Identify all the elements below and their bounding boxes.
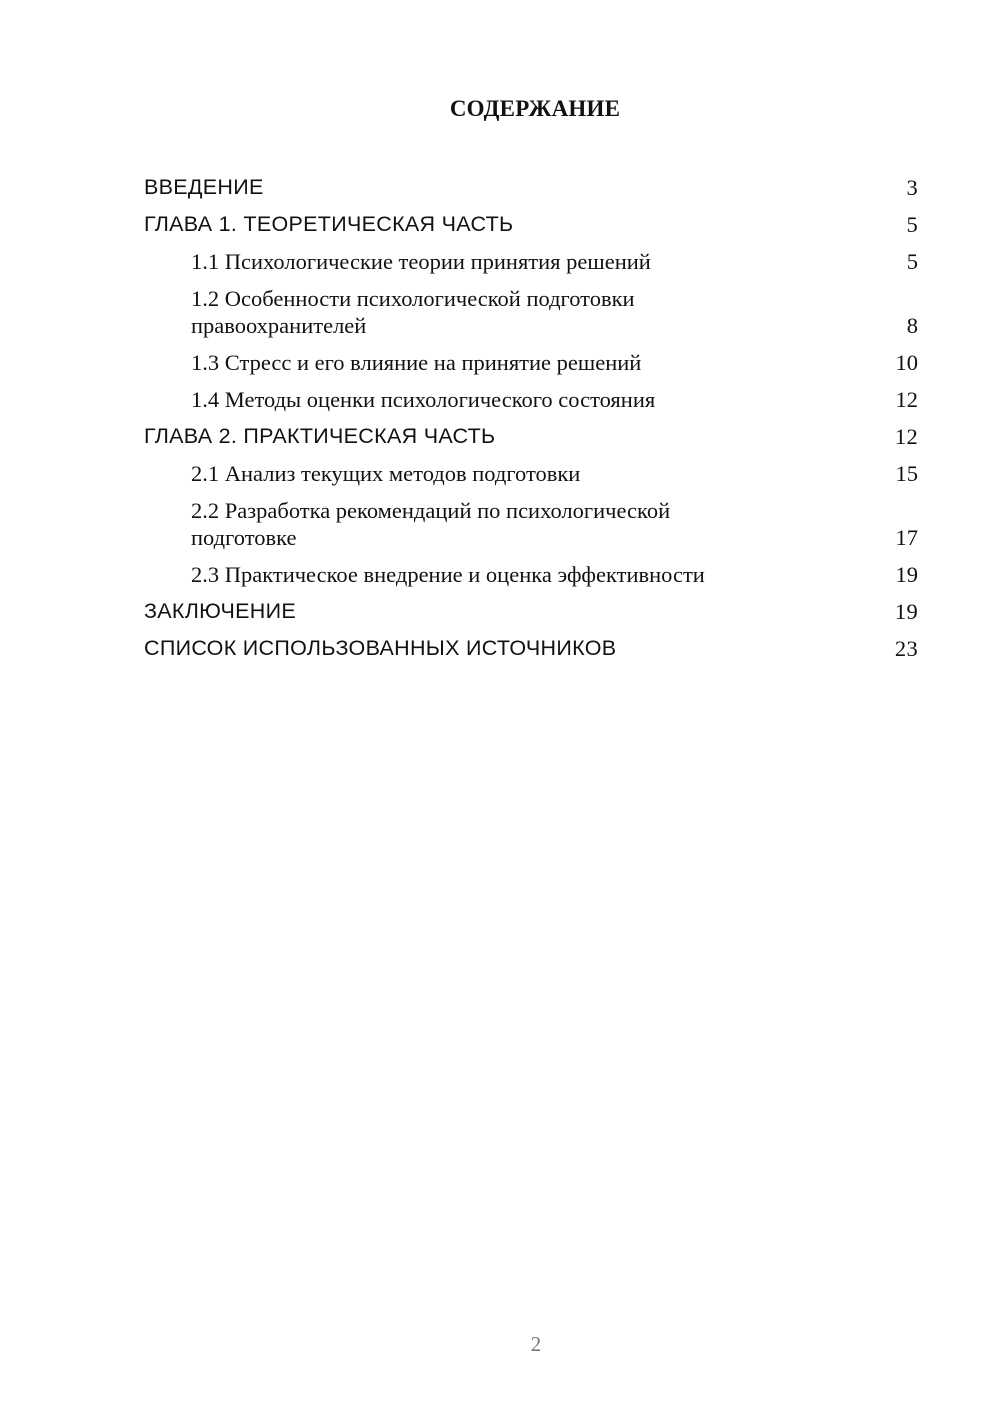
toc-entry-section-1-1 (144, 242, 918, 279)
toc-entry-text: 1.4 Методы оценки психологического состояния (191, 387, 656, 412)
toc-entry-page: 10 (895, 350, 918, 375)
table-of-contents (144, 168, 918, 666)
toc-entry-page: 19 (894, 599, 918, 624)
toc-entry-page: 17 (895, 525, 918, 550)
toc-entry-text: ЗАКЛЮЧЕНИЕ (144, 599, 296, 623)
toc-entry-references (144, 629, 918, 666)
toc-title: СОДЕРЖАНИЕ (449, 96, 621, 121)
toc-entry-text: 2.2 Разработка рекомендаций по психологической подготовке (191, 498, 671, 550)
toc-entry-text: 1.3 Стресс и его влияние на принятие решений (191, 350, 642, 375)
toc-entry-page: 8 (906, 313, 918, 338)
toc-entry-text: 2.1 Анализ текущих методов подготовки (191, 461, 581, 486)
toc-entry-chapter-1 (144, 205, 918, 242)
toc-entry-page: 5 (906, 212, 918, 237)
toc-entry-text: 1.1 Психологические теории принятия решений (191, 249, 651, 274)
page-number: 2 (530, 1332, 542, 1356)
toc-entry-text: СПИСОК ИСПОЛЬЗОВАННЫХ ИСТОЧНИКОВ (144, 636, 617, 660)
toc-entry-text: ГЛАВА 2. ПРАКТИЧЕСКАЯ ЧАСТЬ (144, 424, 496, 448)
toc-entry-text: 2.3 Практическое внедрение и оценка эффективности (191, 562, 705, 587)
toc-entry-page: 15 (895, 461, 918, 486)
toc-entry-section-1-4 (144, 380, 918, 417)
toc-entry-text: ВВЕДЕНИЕ (144, 175, 264, 199)
toc-entry-introduction (144, 168, 918, 205)
toc-entry-page: 23 (894, 636, 918, 661)
toc-entry-chapter-2 (144, 417, 918, 454)
toc-entry-section-2-3 (144, 555, 918, 592)
toc-entry-page: 3 (906, 175, 918, 200)
toc-entry-text: 1.2 Особенности психологической подготовки правоохранителей (191, 286, 635, 338)
toc-entry-page: 12 (894, 424, 918, 449)
toc-entry-page: 19 (895, 562, 918, 587)
toc-entry-section-1-3 (144, 343, 918, 380)
toc-entry-section-2-2 (144, 491, 918, 555)
toc-entry-conclusion (144, 592, 918, 629)
toc-entry-section-2-1 (144, 454, 918, 491)
toc-entry-page: 5 (906, 249, 918, 274)
toc-entry-section-1-2 (144, 279, 918, 343)
toc-entry-page: 12 (895, 387, 918, 412)
toc-entry-text: ГЛАВА 1. ТЕОРЕТИЧЕСКАЯ ЧАСТЬ (144, 212, 514, 236)
